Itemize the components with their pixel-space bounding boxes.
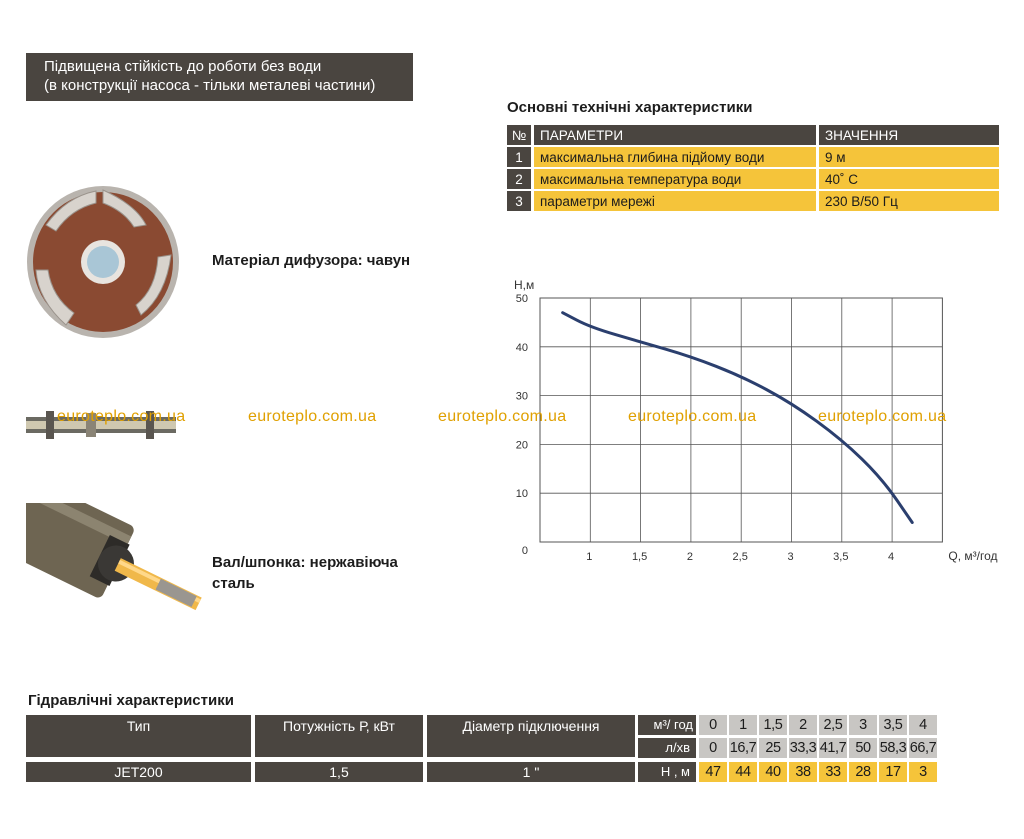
hyd-flow-l-cell: 50 [849, 738, 877, 758]
hyd-head-cell: 17 [879, 762, 907, 782]
specs-row-no: 3 [507, 191, 531, 211]
specs-row-value: 40˚ С [819, 169, 999, 189]
x-tick-label: 3 [787, 551, 794, 563]
y-tick-label: 30 [515, 390, 528, 403]
specs-row-value: 230 В/50 Гц [819, 191, 999, 211]
shaft-material-label: Вал/шпонка: нержавіюча сталь [212, 554, 398, 592]
x-tick-label: 1,5 [631, 551, 648, 563]
specs-row-param: параметри мережі [534, 191, 816, 211]
x-tick-label: 1 [586, 551, 593, 563]
hyd-head-cell: 47 [699, 762, 727, 782]
hyd-flow-m3-cell: 3,5 [879, 715, 907, 735]
x-tick-label: 2 [686, 551, 693, 563]
hyd-col-type: Тип [26, 715, 251, 757]
hyd-flow-l-cell: 41,7 [819, 740, 847, 756]
hyd-flow-l-cell: 25 [759, 738, 787, 758]
y-axis-label: Н,м [514, 278, 535, 292]
specs-header-no: № [507, 125, 531, 145]
watermark-text: euroteplo.com.ua [57, 408, 186, 425]
diffuser-material-label: Матеріал дифузора: чавун [212, 252, 411, 269]
watermark-text: euroteplo.com.ua [248, 408, 377, 425]
specs-header-param: ПАРАМЕТРИ [534, 125, 816, 145]
hyd-flow-m3-cell: 0 [699, 715, 727, 735]
hyd-flow-m3-cell: 2 [789, 715, 817, 735]
hyd-flow-l-cell: 33,3 [789, 740, 817, 756]
hyd-flow-m3-cell: 4 [909, 715, 937, 735]
y-tick-label: 50 [515, 293, 528, 305]
hyd-unit-m3h: м³/ год [638, 715, 696, 735]
watermark-text: euroteplo.com.ua [628, 408, 757, 425]
specs-row-param: максимальна температура води [534, 169, 816, 189]
specs-row-no: 1 [507, 147, 531, 167]
hyd-head-cell: 38 [789, 762, 817, 782]
hyd-flow-m3-cell: 3 [849, 715, 877, 735]
specs-row-param: максимальна глибина підйому води [534, 147, 816, 167]
hyd-flow-m3-cell: 1 [729, 715, 757, 735]
hyd-head-cell: 28 [849, 762, 877, 782]
hyd-head-cell: 44 [729, 762, 757, 782]
hyd-head-cell: 3 [909, 762, 937, 782]
specs-title: Основні технічні характеристики [507, 99, 753, 116]
hyd-row-type: JET200 [26, 762, 251, 782]
banner-line-2: (в конструкції насоса - тільки металеві частини) [44, 77, 376, 94]
hyd-flow-l-cell: 66,7 [909, 740, 937, 756]
x-tick-label: 4 [888, 551, 895, 563]
y-tick-label: 40 [515, 341, 528, 354]
specs-row-value: 9 м [819, 147, 999, 167]
hyd-unit-head: Н , м [638, 762, 696, 782]
hyd-row-diameter: 1 " [427, 762, 635, 782]
hydraulic-title: Гідравлічні характеристики [28, 692, 234, 709]
specs-row-no: 2 [507, 169, 531, 189]
hyd-flow-l-cell: 16,7 [729, 740, 757, 756]
hyd-unit-lmin: л/хв [638, 738, 696, 758]
y-tick-label: 0 [521, 545, 528, 557]
hyd-flow-l-cell: 58,3 [879, 740, 907, 756]
hyd-flow-l-cell: 0 [699, 738, 727, 758]
hyd-row-power: 1,5 [255, 762, 423, 782]
x-axis-label: Q, м³/год [948, 549, 998, 563]
specs-header-value: ЗНАЧЕННЯ [819, 125, 999, 145]
hyd-flow-m3-cell: 1,5 [759, 715, 787, 735]
hyd-col-diameter: Діаметр підключення [427, 715, 635, 757]
watermark-text: euroteplo.com.ua [438, 408, 567, 425]
y-tick-label: 10 [515, 488, 528, 501]
watermark-text: euroteplo.com.ua [818, 408, 947, 425]
banner-line-1: Підвищена стійкість до роботи без води [44, 58, 322, 75]
hyd-head-cell: 40 [759, 762, 787, 782]
hyd-flow-m3-cell: 2,5 [819, 715, 847, 735]
x-tick-label: 3,5 [833, 551, 849, 563]
hyd-head-cell: 33 [819, 762, 847, 782]
hyd-col-power: Потужність Р, кВт [255, 715, 423, 757]
y-tick-label: 20 [515, 439, 528, 452]
x-tick-label: 2,5 [732, 551, 748, 563]
